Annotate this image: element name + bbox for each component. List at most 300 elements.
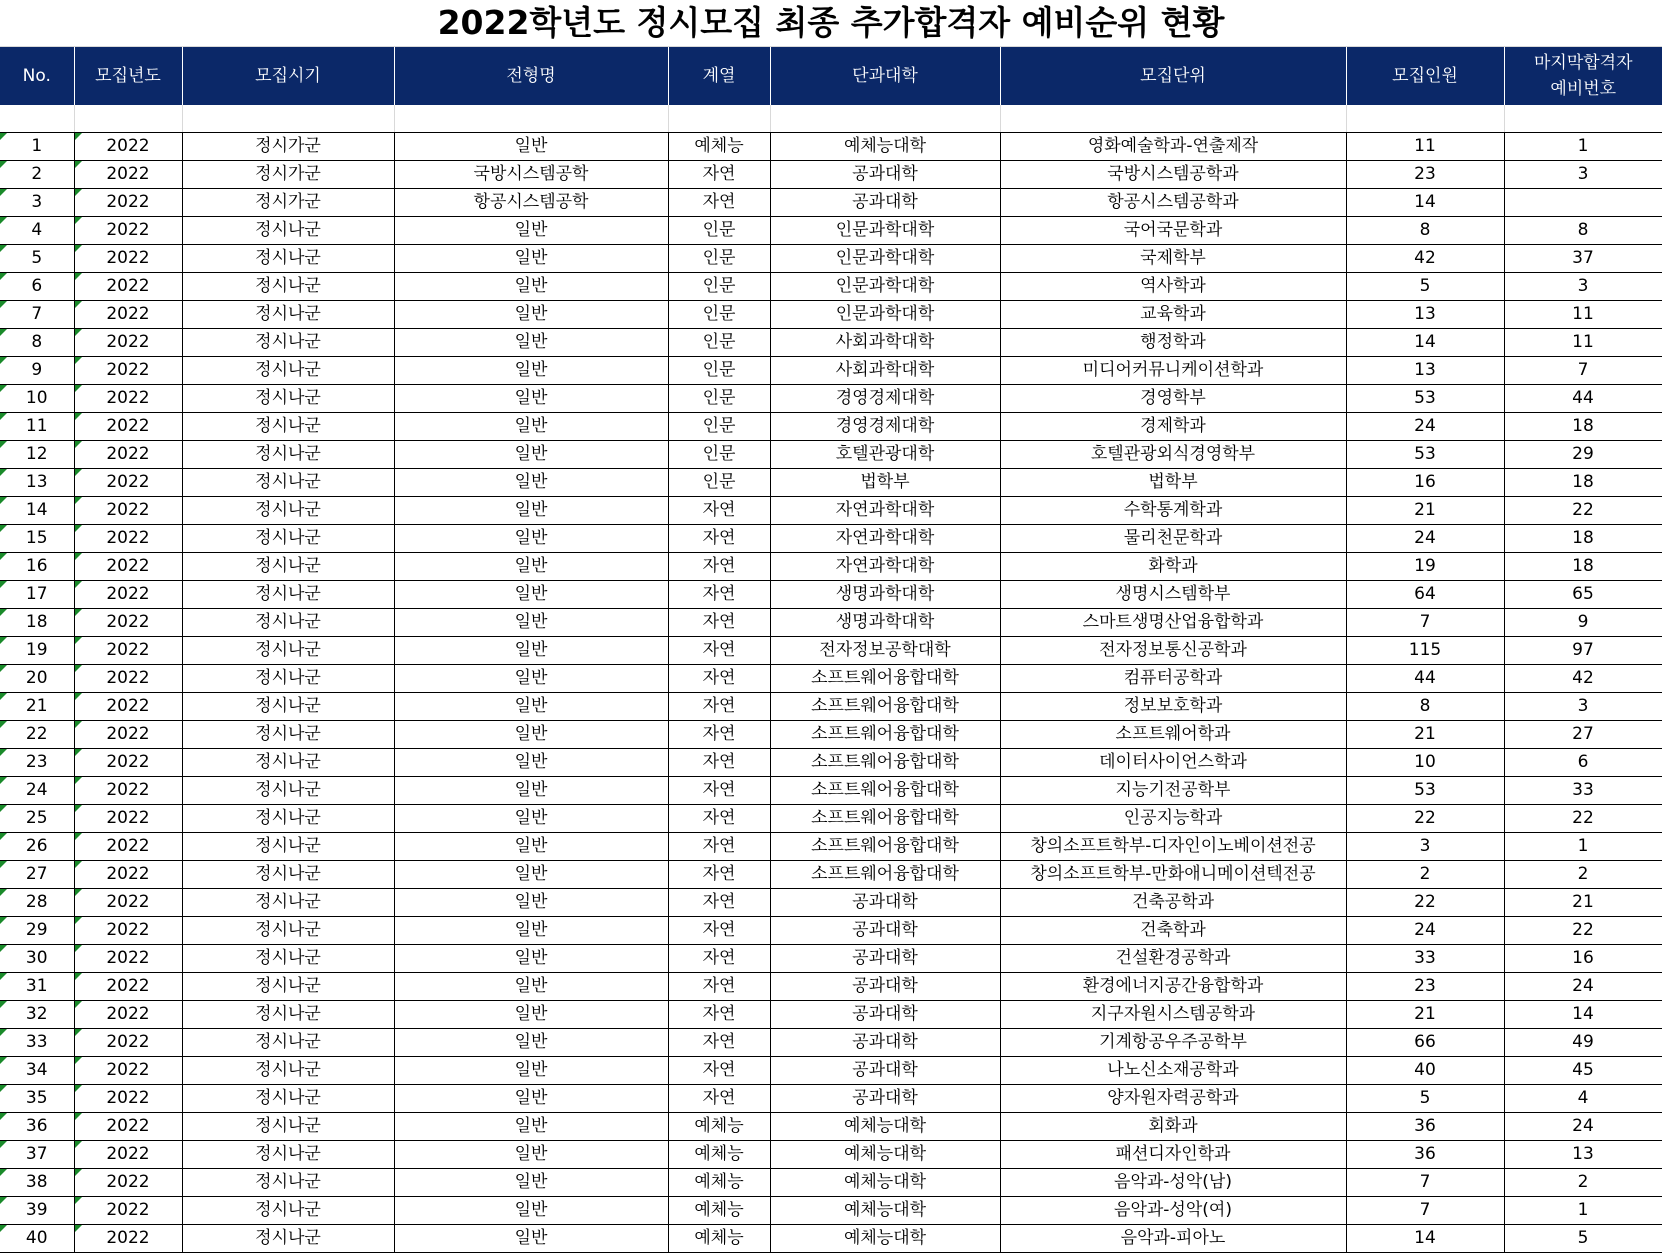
cell-college[interactable]: 공과대학 (770, 889, 1000, 917)
cell-track[interactable]: 일반 (394, 1057, 668, 1085)
cell-field[interactable]: 자연 (668, 1029, 770, 1057)
cell-track[interactable]: 일반 (394, 133, 668, 161)
cell-unit[interactable]: 음악과-성악(남) (1000, 1169, 1346, 1197)
empty-cell[interactable] (182, 105, 394, 133)
cell-unit[interactable]: 건축공학과 (1000, 889, 1346, 917)
cell-period[interactable]: 정시나군 (182, 1169, 394, 1197)
cell-track[interactable]: 일반 (394, 385, 668, 413)
cell-field[interactable]: 예체능 (668, 1225, 770, 1253)
cell-track[interactable]: 일반 (394, 945, 668, 973)
cell-field[interactable]: 자연 (668, 861, 770, 889)
cell-period[interactable]: 정시나군 (182, 413, 394, 441)
cell-college[interactable]: 생명과학대학 (770, 581, 1000, 609)
cell-year[interactable]: 2022 (74, 553, 182, 581)
cell-field[interactable]: 자연 (668, 945, 770, 973)
cell-no[interactable]: 35 (0, 1085, 74, 1113)
cell-year[interactable]: 2022 (74, 1141, 182, 1169)
cell-field[interactable]: 자연 (668, 749, 770, 777)
cell-year[interactable]: 2022 (74, 833, 182, 861)
cell-quota[interactable]: 53 (1346, 441, 1504, 469)
cell-college[interactable]: 인문과학대학 (770, 273, 1000, 301)
cell-unit[interactable]: 컴퓨터공학과 (1000, 665, 1346, 693)
cell-college[interactable]: 경영경제대학 (770, 385, 1000, 413)
cell-no[interactable]: 4 (0, 217, 74, 245)
cell-period[interactable]: 정시나군 (182, 1225, 394, 1253)
cell-no[interactable]: 12 (0, 441, 74, 469)
cell-last-waitlist[interactable]: 21 (1504, 889, 1662, 917)
cell-quota[interactable]: 53 (1346, 385, 1504, 413)
cell-last-waitlist[interactable]: 2 (1504, 1169, 1662, 1197)
cell-year[interactable]: 2022 (74, 973, 182, 1001)
cell-last-waitlist[interactable]: 16 (1504, 945, 1662, 973)
cell-last-waitlist[interactable]: 37 (1504, 245, 1662, 273)
cell-quota[interactable]: 24 (1346, 525, 1504, 553)
cell-year[interactable]: 2022 (74, 721, 182, 749)
cell-field[interactable]: 자연 (668, 889, 770, 917)
cell-year[interactable]: 2022 (74, 665, 182, 693)
cell-track[interactable]: 일반 (394, 497, 668, 525)
cell-unit[interactable]: 전자정보통신공학과 (1000, 637, 1346, 665)
cell-track[interactable]: 국방시스템공학 (394, 161, 668, 189)
cell-field[interactable]: 자연 (668, 973, 770, 1001)
cell-year[interactable]: 2022 (74, 413, 182, 441)
cell-field[interactable]: 인문 (668, 301, 770, 329)
cell-quota[interactable]: 64 (1346, 581, 1504, 609)
cell-field[interactable]: 자연 (668, 497, 770, 525)
empty-cell[interactable] (770, 105, 1000, 133)
cell-field[interactable]: 예체능 (668, 1113, 770, 1141)
cell-period[interactable]: 정시나군 (182, 749, 394, 777)
cell-track[interactable]: 일반 (394, 245, 668, 273)
cell-field[interactable]: 자연 (668, 917, 770, 945)
cell-track[interactable]: 일반 (394, 1113, 668, 1141)
cell-year[interactable]: 2022 (74, 777, 182, 805)
cell-field[interactable]: 자연 (668, 637, 770, 665)
cell-period[interactable]: 정시나군 (182, 1113, 394, 1141)
cell-quota[interactable]: 13 (1346, 357, 1504, 385)
cell-field[interactable]: 예체능 (668, 1141, 770, 1169)
cell-period[interactable]: 정시나군 (182, 861, 394, 889)
cell-period[interactable]: 정시나군 (182, 273, 394, 301)
column-header-track[interactable]: 전형명 (394, 47, 668, 105)
cell-unit[interactable]: 정보보호학과 (1000, 693, 1346, 721)
cell-last-waitlist[interactable]: 33 (1504, 777, 1662, 805)
cell-period[interactable]: 정시나군 (182, 357, 394, 385)
cell-track[interactable]: 일반 (394, 1001, 668, 1029)
cell-period[interactable]: 정시가군 (182, 189, 394, 217)
cell-quota[interactable]: 7 (1346, 1169, 1504, 1197)
cell-last-waitlist[interactable]: 42 (1504, 665, 1662, 693)
cell-college[interactable]: 공과대학 (770, 973, 1000, 1001)
cell-last-waitlist[interactable]: 1 (1504, 133, 1662, 161)
cell-last-waitlist[interactable]: 3 (1504, 161, 1662, 189)
cell-college[interactable]: 예체능대학 (770, 1225, 1000, 1253)
cell-period[interactable]: 정시나군 (182, 553, 394, 581)
cell-period[interactable]: 정시나군 (182, 609, 394, 637)
cell-unit[interactable]: 기계항공우주공학부 (1000, 1029, 1346, 1057)
cell-no[interactable]: 5 (0, 245, 74, 273)
cell-quota[interactable]: 23 (1346, 161, 1504, 189)
cell-last-waitlist[interactable]: 6 (1504, 749, 1662, 777)
cell-period[interactable]: 정시나군 (182, 917, 394, 945)
cell-last-waitlist[interactable]: 2 (1504, 861, 1662, 889)
cell-quota[interactable]: 66 (1346, 1029, 1504, 1057)
cell-quota[interactable]: 7 (1346, 609, 1504, 637)
cell-quota[interactable]: 44 (1346, 665, 1504, 693)
cell-no[interactable]: 10 (0, 385, 74, 413)
cell-field[interactable]: 인문 (668, 385, 770, 413)
cell-unit[interactable]: 지능기전공학부 (1000, 777, 1346, 805)
cell-year[interactable]: 2022 (74, 1029, 182, 1057)
cell-last-waitlist[interactable]: 27 (1504, 721, 1662, 749)
cell-year[interactable]: 2022 (74, 133, 182, 161)
cell-track[interactable]: 일반 (394, 861, 668, 889)
cell-last-waitlist[interactable]: 11 (1504, 329, 1662, 357)
cell-no[interactable]: 3 (0, 189, 74, 217)
cell-no[interactable]: 31 (0, 973, 74, 1001)
cell-college[interactable]: 법학부 (770, 469, 1000, 497)
cell-period[interactable]: 정시나군 (182, 833, 394, 861)
cell-quota[interactable]: 21 (1346, 497, 1504, 525)
cell-year[interactable]: 2022 (74, 609, 182, 637)
cell-no[interactable]: 34 (0, 1057, 74, 1085)
cell-unit[interactable]: 국방시스템공학과 (1000, 161, 1346, 189)
cell-unit[interactable]: 창의소프트학부-만화애니메이션텍전공 (1000, 861, 1346, 889)
cell-unit[interactable]: 미디어커뮤니케이션학과 (1000, 357, 1346, 385)
cell-college[interactable]: 공과대학 (770, 161, 1000, 189)
cell-quota[interactable]: 5 (1346, 1085, 1504, 1113)
cell-period[interactable]: 정시나군 (182, 1029, 394, 1057)
cell-period[interactable]: 정시나군 (182, 441, 394, 469)
cell-unit[interactable]: 호텔관광외식경영학부 (1000, 441, 1346, 469)
cell-field[interactable]: 자연 (668, 721, 770, 749)
cell-quota[interactable]: 13 (1346, 301, 1504, 329)
cell-quota[interactable]: 21 (1346, 1001, 1504, 1029)
cell-college[interactable]: 사회과학대학 (770, 329, 1000, 357)
cell-track[interactable]: 일반 (394, 357, 668, 385)
cell-last-waitlist[interactable]: 18 (1504, 525, 1662, 553)
cell-field[interactable]: 예체능 (668, 1197, 770, 1225)
cell-no[interactable]: 14 (0, 497, 74, 525)
cell-track[interactable]: 일반 (394, 441, 668, 469)
cell-period[interactable]: 정시나군 (182, 1085, 394, 1113)
cell-college[interactable]: 사회과학대학 (770, 357, 1000, 385)
cell-no[interactable]: 16 (0, 553, 74, 581)
cell-year[interactable]: 2022 (74, 1113, 182, 1141)
cell-quota[interactable]: 7 (1346, 1197, 1504, 1225)
cell-field[interactable]: 인문 (668, 441, 770, 469)
cell-field[interactable]: 자연 (668, 189, 770, 217)
cell-no[interactable]: 13 (0, 469, 74, 497)
cell-college[interactable]: 생명과학대학 (770, 609, 1000, 637)
cell-unit[interactable]: 생명시스템학부 (1000, 581, 1346, 609)
cell-track[interactable]: 일반 (394, 749, 668, 777)
cell-track[interactable]: 일반 (394, 581, 668, 609)
cell-no[interactable]: 28 (0, 889, 74, 917)
cell-quota[interactable]: 36 (1346, 1113, 1504, 1141)
cell-field[interactable]: 자연 (668, 581, 770, 609)
cell-quota[interactable]: 40 (1346, 1057, 1504, 1085)
cell-last-waitlist[interactable]: 4 (1504, 1085, 1662, 1113)
cell-last-waitlist[interactable]: 97 (1504, 637, 1662, 665)
cell-period[interactable]: 정시나군 (182, 1001, 394, 1029)
cell-year[interactable]: 2022 (74, 301, 182, 329)
cell-year[interactable]: 2022 (74, 217, 182, 245)
cell-year[interactable]: 2022 (74, 329, 182, 357)
cell-period[interactable]: 정시나군 (182, 1197, 394, 1225)
cell-last-waitlist[interactable]: 8 (1504, 217, 1662, 245)
cell-unit[interactable]: 나노신소재공학과 (1000, 1057, 1346, 1085)
cell-field[interactable]: 인문 (668, 217, 770, 245)
cell-unit[interactable]: 수학통계학과 (1000, 497, 1346, 525)
cell-last-waitlist[interactable]: 29 (1504, 441, 1662, 469)
cell-college[interactable]: 소프트웨어융합대학 (770, 665, 1000, 693)
cell-last-waitlist[interactable]: 1 (1504, 833, 1662, 861)
cell-unit[interactable]: 물리천문학과 (1000, 525, 1346, 553)
cell-no[interactable]: 27 (0, 861, 74, 889)
cell-year[interactable]: 2022 (74, 385, 182, 413)
cell-period[interactable]: 정시나군 (182, 525, 394, 553)
column-header-year[interactable]: 모집년도 (74, 47, 182, 105)
cell-track[interactable]: 일반 (394, 553, 668, 581)
cell-college[interactable]: 소프트웨어융합대학 (770, 693, 1000, 721)
cell-unit[interactable]: 패션디자인학과 (1000, 1141, 1346, 1169)
empty-cell[interactable] (0, 105, 74, 133)
cell-track[interactable]: 일반 (394, 217, 668, 245)
cell-quota[interactable]: 2 (1346, 861, 1504, 889)
cell-track[interactable]: 일반 (394, 1169, 668, 1197)
cell-no[interactable]: 24 (0, 777, 74, 805)
cell-field[interactable]: 자연 (668, 1001, 770, 1029)
cell-period[interactable]: 정시나군 (182, 721, 394, 749)
column-header-period[interactable]: 모집시기 (182, 47, 394, 105)
cell-no[interactable]: 1 (0, 133, 74, 161)
column-header-no[interactable]: No. (0, 47, 74, 105)
cell-track[interactable]: 일반 (394, 889, 668, 917)
cell-unit[interactable]: 국제학부 (1000, 245, 1346, 273)
cell-no[interactable]: 11 (0, 413, 74, 441)
cell-quota[interactable]: 115 (1346, 637, 1504, 665)
cell-period[interactable]: 정시나군 (182, 217, 394, 245)
cell-no[interactable]: 37 (0, 1141, 74, 1169)
cell-college[interactable]: 자연과학대학 (770, 497, 1000, 525)
cell-last-waitlist[interactable]: 13 (1504, 1141, 1662, 1169)
cell-period[interactable]: 정시나군 (182, 1141, 394, 1169)
cell-quota[interactable]: 14 (1346, 1225, 1504, 1253)
cell-track[interactable]: 일반 (394, 301, 668, 329)
cell-last-waitlist[interactable]: 24 (1504, 973, 1662, 1001)
cell-unit[interactable]: 항공시스템공학과 (1000, 189, 1346, 217)
cell-track[interactable]: 일반 (394, 609, 668, 637)
cell-year[interactable]: 2022 (74, 357, 182, 385)
cell-last-waitlist[interactable]: 65 (1504, 581, 1662, 609)
cell-quota[interactable]: 42 (1346, 245, 1504, 273)
cell-year[interactable]: 2022 (74, 917, 182, 945)
cell-unit[interactable]: 소프트웨어학과 (1000, 721, 1346, 749)
cell-no[interactable]: 23 (0, 749, 74, 777)
cell-no[interactable]: 21 (0, 693, 74, 721)
cell-field[interactable]: 자연 (668, 665, 770, 693)
cell-quota[interactable]: 8 (1346, 693, 1504, 721)
cell-field[interactable]: 자연 (668, 833, 770, 861)
cell-track[interactable]: 일반 (394, 693, 668, 721)
cell-no[interactable]: 36 (0, 1113, 74, 1141)
empty-cell[interactable] (74, 105, 182, 133)
empty-cell[interactable] (668, 105, 770, 133)
cell-field[interactable]: 자연 (668, 805, 770, 833)
cell-track[interactable]: 일반 (394, 413, 668, 441)
empty-cell[interactable] (1346, 105, 1504, 133)
cell-unit[interactable]: 경제학과 (1000, 413, 1346, 441)
cell-unit[interactable]: 양자원자력공학과 (1000, 1085, 1346, 1113)
cell-last-waitlist[interactable]: 18 (1504, 413, 1662, 441)
cell-track[interactable]: 일반 (394, 1085, 668, 1113)
cell-no[interactable]: 40 (0, 1225, 74, 1253)
cell-unit[interactable]: 법학부 (1000, 469, 1346, 497)
cell-track[interactable]: 항공시스템공학 (394, 189, 668, 217)
cell-period[interactable]: 정시나군 (182, 665, 394, 693)
cell-year[interactable]: 2022 (74, 441, 182, 469)
cell-no[interactable]: 2 (0, 161, 74, 189)
cell-college[interactable]: 경영경제대학 (770, 413, 1000, 441)
cell-year[interactable]: 2022 (74, 273, 182, 301)
cell-field[interactable]: 인문 (668, 245, 770, 273)
cell-year[interactable]: 2022 (74, 637, 182, 665)
cell-field[interactable]: 인문 (668, 413, 770, 441)
cell-last-waitlist[interactable]: 1 (1504, 1197, 1662, 1225)
cell-period[interactable]: 정시나군 (182, 637, 394, 665)
cell-field[interactable]: 인문 (668, 469, 770, 497)
cell-quota[interactable]: 14 (1346, 189, 1504, 217)
cell-track[interactable]: 일반 (394, 917, 668, 945)
column-header-college[interactable]: 단과대학 (770, 47, 1000, 105)
cell-period[interactable]: 정시가군 (182, 161, 394, 189)
cell-quota[interactable]: 10 (1346, 749, 1504, 777)
cell-no[interactable]: 8 (0, 329, 74, 357)
cell-college[interactable]: 예체능대학 (770, 1141, 1000, 1169)
cell-field[interactable]: 자연 (668, 553, 770, 581)
cell-field[interactable]: 자연 (668, 609, 770, 637)
cell-year[interactable]: 2022 (74, 161, 182, 189)
cell-college[interactable]: 공과대학 (770, 189, 1000, 217)
cell-college[interactable]: 공과대학 (770, 1057, 1000, 1085)
cell-field[interactable]: 인문 (668, 329, 770, 357)
cell-year[interactable]: 2022 (74, 805, 182, 833)
cell-no[interactable]: 18 (0, 609, 74, 637)
cell-period[interactable]: 정시나군 (182, 973, 394, 1001)
cell-year[interactable]: 2022 (74, 1225, 182, 1253)
cell-period[interactable]: 정시나군 (182, 245, 394, 273)
cell-no[interactable]: 19 (0, 637, 74, 665)
cell-year[interactable]: 2022 (74, 581, 182, 609)
cell-track[interactable]: 일반 (394, 833, 668, 861)
cell-last-waitlist[interactable]: 22 (1504, 497, 1662, 525)
cell-period[interactable]: 정시나군 (182, 1057, 394, 1085)
cell-track[interactable]: 일반 (394, 1141, 668, 1169)
cell-unit[interactable]: 음악과-피아노 (1000, 1225, 1346, 1253)
empty-cell[interactable] (394, 105, 668, 133)
cell-year[interactable]: 2022 (74, 889, 182, 917)
cell-last-waitlist[interactable]: 18 (1504, 553, 1662, 581)
cell-period[interactable]: 정시나군 (182, 889, 394, 917)
cell-quota[interactable]: 33 (1346, 945, 1504, 973)
cell-quota[interactable]: 22 (1346, 805, 1504, 833)
cell-unit[interactable]: 역사학과 (1000, 273, 1346, 301)
cell-period[interactable]: 정시나군 (182, 385, 394, 413)
column-header-last-waitlist[interactable]: 마지막합격자 예비번호 (1504, 47, 1662, 105)
cell-last-waitlist[interactable]: 11 (1504, 301, 1662, 329)
cell-year[interactable]: 2022 (74, 1085, 182, 1113)
cell-field[interactable]: 인문 (668, 273, 770, 301)
cell-no[interactable]: 6 (0, 273, 74, 301)
cell-field[interactable]: 인문 (668, 357, 770, 385)
cell-quota[interactable]: 11 (1346, 133, 1504, 161)
cell-college[interactable]: 공과대학 (770, 945, 1000, 973)
cell-year[interactable]: 2022 (74, 245, 182, 273)
cell-period[interactable]: 정시나군 (182, 693, 394, 721)
cell-field[interactable]: 자연 (668, 161, 770, 189)
cell-college[interactable]: 전자정보공학대학 (770, 637, 1000, 665)
cell-last-waitlist[interactable]: 18 (1504, 469, 1662, 497)
empty-cell[interactable] (1000, 105, 1346, 133)
cell-year[interactable]: 2022 (74, 861, 182, 889)
cell-period[interactable]: 정시나군 (182, 329, 394, 357)
cell-college[interactable]: 자연과학대학 (770, 553, 1000, 581)
cell-unit[interactable]: 행정학과 (1000, 329, 1346, 357)
cell-unit[interactable]: 화학과 (1000, 553, 1346, 581)
cell-quota[interactable]: 24 (1346, 413, 1504, 441)
empty-cell[interactable] (1504, 105, 1662, 133)
cell-year[interactable]: 2022 (74, 1197, 182, 1225)
cell-last-waitlist[interactable]: 24 (1504, 1113, 1662, 1141)
cell-last-waitlist[interactable] (1504, 189, 1662, 217)
column-header-unit[interactable]: 모집단위 (1000, 47, 1346, 105)
cell-period[interactable]: 정시나군 (182, 497, 394, 525)
cell-college[interactable]: 소프트웨어융합대학 (770, 861, 1000, 889)
cell-track[interactable]: 일반 (394, 1225, 668, 1253)
cell-quota[interactable]: 21 (1346, 721, 1504, 749)
cell-unit[interactable]: 스마트생명산업융합학과 (1000, 609, 1346, 637)
cell-track[interactable]: 일반 (394, 665, 668, 693)
cell-no[interactable]: 38 (0, 1169, 74, 1197)
cell-track[interactable]: 일반 (394, 777, 668, 805)
cell-college[interactable]: 소프트웨어융합대학 (770, 749, 1000, 777)
cell-no[interactable]: 17 (0, 581, 74, 609)
cell-period[interactable]: 정시나군 (182, 805, 394, 833)
cell-no[interactable]: 9 (0, 357, 74, 385)
cell-period[interactable]: 정시나군 (182, 469, 394, 497)
cell-unit[interactable]: 환경에너지공간융합학과 (1000, 973, 1346, 1001)
cell-quota[interactable]: 19 (1346, 553, 1504, 581)
cell-quota[interactable]: 24 (1346, 917, 1504, 945)
cell-college[interactable]: 공과대학 (770, 1001, 1000, 1029)
cell-quota[interactable]: 14 (1346, 329, 1504, 357)
column-header-field[interactable]: 계열 (668, 47, 770, 105)
cell-unit[interactable]: 교육학과 (1000, 301, 1346, 329)
cell-no[interactable]: 33 (0, 1029, 74, 1057)
cell-no[interactable]: 39 (0, 1197, 74, 1225)
cell-no[interactable]: 22 (0, 721, 74, 749)
cell-unit[interactable]: 건설환경공학과 (1000, 945, 1346, 973)
cell-unit[interactable]: 영화예술학과-연출제작 (1000, 133, 1346, 161)
cell-year[interactable]: 2022 (74, 525, 182, 553)
cell-no[interactable]: 7 (0, 301, 74, 329)
cell-period[interactable]: 정시나군 (182, 581, 394, 609)
cell-track[interactable]: 일반 (394, 805, 668, 833)
cell-track[interactable]: 일반 (394, 525, 668, 553)
cell-college[interactable]: 예체능대학 (770, 1113, 1000, 1141)
cell-college[interactable]: 소프트웨어융합대학 (770, 833, 1000, 861)
